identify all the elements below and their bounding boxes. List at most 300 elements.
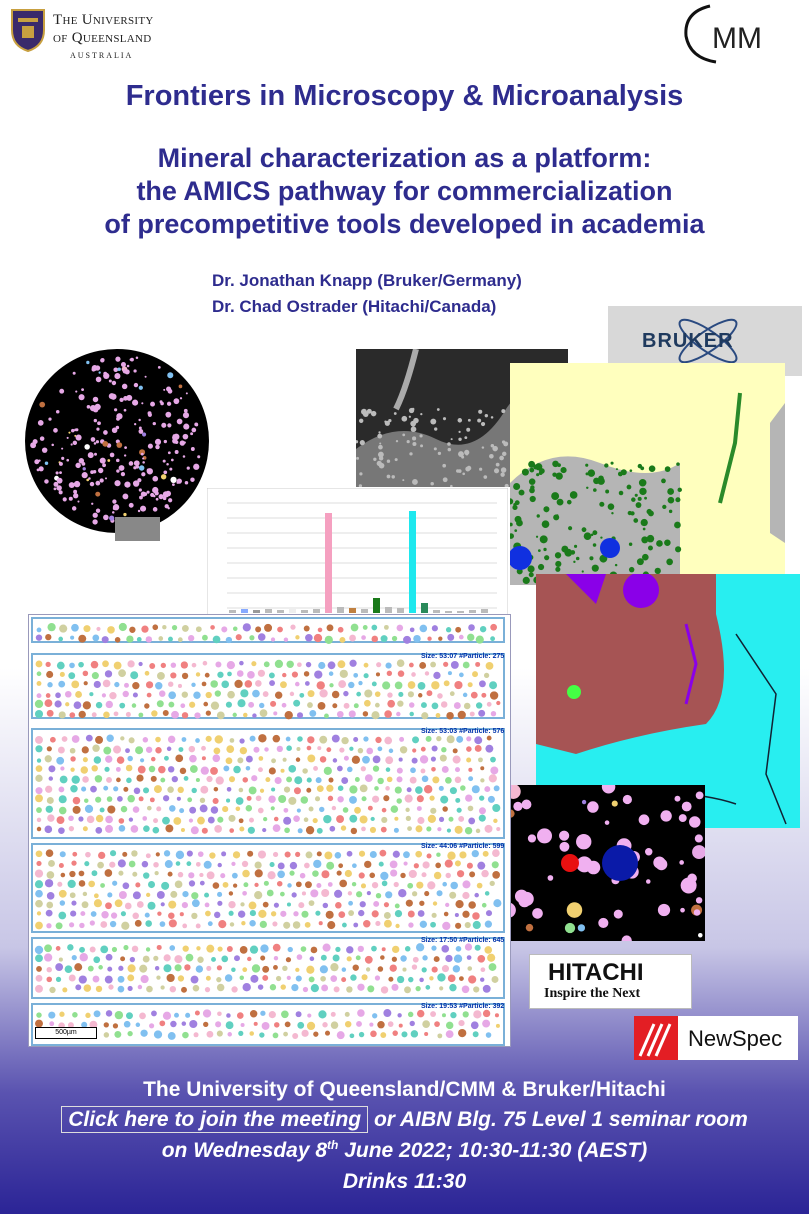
particle-dot [437, 408, 440, 411]
particle-dot [330, 963, 338, 971]
particle-dot [148, 411, 152, 415]
particle-dot [109, 862, 115, 868]
particle-dot [430, 419, 436, 425]
particle-dot [402, 479, 404, 481]
particle-dot [117, 756, 125, 764]
particle-dot [499, 456, 504, 461]
particle-dot [195, 423, 198, 426]
particle-dot [436, 852, 440, 856]
particle-dot [436, 713, 441, 718]
particle-dot [454, 702, 461, 709]
particle-dot [275, 660, 283, 668]
newspec-wordmark: NewSpec [688, 1026, 783, 1051]
particle-dot [667, 488, 674, 495]
particle-dot [267, 890, 274, 897]
particle-dot [309, 710, 316, 717]
particle-dot [272, 921, 277, 926]
particle-dot [161, 882, 169, 890]
particle-dot [297, 808, 301, 812]
particle-dot [129, 461, 134, 466]
particle-dot [243, 623, 251, 631]
particle-dot [163, 964, 171, 972]
particle-dot [307, 736, 314, 743]
particle-dot [83, 701, 91, 709]
particle-dot [462, 911, 469, 918]
particle-dot [364, 663, 369, 668]
particle-dot [661, 479, 666, 484]
particle-dot [45, 755, 52, 762]
particle-dot [447, 634, 454, 641]
particle-dot [77, 500, 79, 502]
particle-dot [496, 701, 500, 705]
particle-dot [319, 921, 323, 925]
particle-row-label: Size: 17:50 #Particle: 645 [421, 937, 505, 944]
particle-dot [529, 478, 536, 485]
particle-dot [350, 974, 356, 980]
particle-dot [210, 680, 218, 688]
hitachi-tagline: Inspire the Next [544, 986, 641, 1001]
particle-dot [121, 806, 127, 812]
particle-dot [371, 817, 375, 821]
particle-dot [93, 956, 100, 963]
particle-dot [239, 738, 244, 743]
particle-dot [283, 808, 288, 813]
particle-dot [173, 398, 179, 404]
particle-dot [182, 737, 187, 742]
particle-dot [143, 825, 150, 832]
particle-dot [536, 536, 538, 538]
particle-dot [180, 703, 185, 708]
particle-dot [112, 947, 117, 952]
particle-dot [678, 488, 682, 492]
particle-dot [420, 444, 423, 447]
bruker-wordmark: BRUKER [642, 330, 734, 352]
particle-dot [327, 921, 335, 929]
particle-dot [357, 1009, 365, 1017]
particle-dot [189, 1020, 197, 1028]
particle-dot [100, 945, 108, 953]
particle-dot [425, 671, 429, 675]
particle-dot [121, 472, 125, 476]
particle-dot [79, 923, 84, 928]
particle-dot [529, 572, 534, 577]
particle-dot [388, 1021, 394, 1027]
particle-dot [434, 427, 437, 430]
particle-dot [331, 1012, 336, 1017]
particle-dot [417, 806, 422, 811]
particle-dot [247, 957, 251, 961]
particle-dot [494, 468, 499, 473]
particle-dot [297, 736, 303, 742]
particle-dot [165, 412, 171, 418]
particle-dot [349, 796, 357, 804]
particle-dot [384, 737, 392, 745]
particle-dot [407, 787, 412, 792]
particle-dot [126, 395, 132, 401]
particle-dot [166, 463, 169, 466]
particle-dot [102, 693, 106, 697]
particle-dot [576, 557, 580, 561]
particle-dot [404, 986, 411, 993]
particle-dot [217, 984, 224, 991]
particle-dot [193, 464, 199, 470]
particle-dot [102, 660, 109, 667]
particle-dot [288, 797, 296, 805]
particle-dot [432, 745, 438, 751]
particle-dot [346, 946, 353, 953]
particle-dot [487, 736, 492, 741]
particle-dot [55, 963, 63, 971]
particle-dot [324, 714, 329, 719]
particle-dot [472, 785, 480, 793]
particle-dot [231, 862, 235, 866]
particle-dot [305, 881, 312, 888]
particle-dot [305, 922, 311, 928]
particle-dot [333, 954, 340, 961]
particle-dot [262, 975, 268, 981]
particle-dot [184, 776, 189, 781]
particle-dot [447, 852, 455, 860]
particle-dot [191, 683, 195, 687]
join-meeting-link[interactable]: Click here to join the meeting [61, 1106, 368, 1133]
particle-dot [114, 682, 119, 687]
particle-dot [214, 825, 222, 833]
particle-dot [408, 977, 413, 982]
particle-dot [239, 661, 244, 666]
particle-dot [246, 766, 251, 771]
particle-dot [112, 881, 117, 886]
particle-dot [325, 636, 333, 644]
particle-dot [424, 785, 432, 793]
particle-dot [426, 826, 431, 831]
particle-dot [46, 662, 51, 667]
particle-dot [482, 903, 487, 908]
particle-dot [582, 570, 584, 572]
particle-dot [616, 468, 618, 470]
particle-dot [163, 491, 169, 497]
particle-dot [513, 483, 520, 490]
particle-dot [72, 735, 80, 743]
particle-dot [91, 911, 97, 917]
particle-dot [36, 966, 42, 972]
particle-dot [99, 371, 101, 373]
particle-dot [61, 873, 66, 878]
particle-dot [407, 440, 410, 443]
particle-dot [54, 700, 61, 707]
particle-dot [437, 827, 441, 831]
particle-dot [183, 424, 189, 430]
particle-dot [92, 712, 97, 717]
particle-dot [115, 637, 121, 643]
particle-dot [441, 701, 448, 708]
particle-dot [72, 852, 77, 857]
particle-dot [133, 806, 140, 813]
particle-dot [307, 1013, 311, 1017]
particle-dot [395, 682, 403, 690]
particle-dot [234, 680, 242, 688]
particle-dot [163, 389, 165, 391]
particle-dot [296, 1011, 302, 1017]
particle-dot [83, 625, 90, 632]
particle-dot [542, 520, 550, 528]
particle-dot [552, 472, 556, 476]
particle-dot [203, 661, 208, 666]
particle-dot [187, 850, 193, 856]
particle-dot [385, 786, 390, 791]
particle-dot [103, 680, 111, 688]
particle-dot [170, 986, 176, 992]
particle-dot [483, 1010, 490, 1017]
particle-dot [515, 500, 520, 505]
particle-dot [445, 777, 452, 784]
particle-dot [149, 1023, 154, 1028]
particle-dot [333, 758, 337, 762]
particle-dot [100, 358, 104, 362]
particle-dot [465, 467, 470, 472]
particle-dot [337, 1031, 345, 1039]
particle-dot [258, 850, 266, 858]
particle-dot [187, 466, 190, 469]
particle-dot [278, 862, 285, 869]
particle-dot [380, 1032, 386, 1038]
particle-dot [123, 691, 129, 697]
particle-dot [47, 871, 55, 879]
particle-dot [145, 920, 152, 927]
particle-dot [317, 746, 321, 750]
particle-dot [130, 358, 132, 360]
particle-dot [668, 497, 675, 504]
particle-dot [689, 816, 700, 827]
particle-dot [238, 911, 245, 918]
particle-dot [295, 682, 300, 687]
particle-dot [643, 528, 646, 531]
particle-dot [237, 670, 244, 677]
particle-dot [151, 776, 157, 782]
particle-dot [269, 767, 276, 774]
particle-dot [412, 736, 419, 743]
particle-dot [401, 416, 407, 422]
particle-dot [696, 792, 704, 800]
particle-dot [567, 902, 583, 918]
particle-dot [434, 872, 441, 879]
particle-dot [316, 883, 321, 888]
particle-dot [221, 956, 228, 963]
particle-dot [449, 817, 454, 822]
particle-dot [560, 842, 570, 852]
particle-dot [142, 457, 144, 459]
particle-dot [155, 682, 162, 689]
particle-dot [57, 478, 63, 484]
particle-dot [203, 1009, 211, 1017]
particle-dot [34, 459, 39, 464]
particle-dot [78, 816, 83, 821]
particle-dot [341, 737, 348, 744]
particle-dot [221, 851, 226, 856]
particle-dot [682, 802, 692, 812]
particle-dot [75, 463, 80, 468]
particle-dot [373, 901, 379, 907]
particle-dot [128, 964, 136, 972]
particle-dot [325, 1031, 330, 1036]
chart-bar [277, 610, 284, 613]
particle-dot [56, 757, 64, 765]
chart-bar [337, 607, 344, 613]
particle-dot [441, 747, 446, 752]
particle-dot [207, 871, 215, 879]
particle-dot [119, 703, 125, 709]
particle-dot [35, 869, 43, 877]
particle-dot [450, 882, 458, 890]
particle-dot [109, 380, 112, 383]
particle-dot [143, 787, 149, 793]
particle-dot [386, 767, 391, 772]
particle-dot [70, 748, 76, 754]
particle-dot [268, 795, 275, 802]
particle-dot [134, 383, 138, 387]
particle-dot [163, 1012, 171, 1020]
particle-dot [153, 818, 158, 823]
particle-dot [105, 869, 113, 877]
particle-dot [54, 487, 57, 490]
particle-dot [485, 825, 493, 833]
particle-dot [36, 861, 41, 866]
particle-dot [101, 911, 108, 918]
particle-dot [516, 520, 523, 527]
particle-dot [275, 691, 282, 698]
particle-dot [447, 735, 455, 743]
particle-dot [349, 815, 357, 823]
particle-dot [59, 490, 63, 494]
particle-dot [321, 870, 329, 878]
particle-dot [589, 556, 593, 560]
chart-bar [421, 603, 428, 613]
particle-dot [485, 414, 488, 417]
particle-dot [436, 736, 441, 741]
particle-dot [168, 682, 173, 687]
particle-dot [210, 625, 215, 630]
particle-dot [297, 1022, 304, 1029]
particle-dot [223, 882, 229, 888]
particle-dot [229, 911, 234, 916]
particle-dot [226, 702, 232, 708]
particle-dot [364, 861, 371, 868]
particle-dot [168, 901, 176, 909]
particle-dot [124, 683, 129, 688]
particle-dot [273, 711, 277, 715]
particle-dot [103, 515, 109, 521]
particle-dot [114, 373, 120, 379]
particle-dot [432, 702, 439, 709]
particle-dot [578, 924, 585, 931]
particle-dot [181, 828, 185, 832]
particle-dot [492, 861, 499, 868]
particle-dot [313, 766, 318, 771]
particle-dot [408, 911, 415, 918]
particle-dot [46, 977, 52, 983]
particle-dot [421, 747, 426, 752]
particle-dot [695, 834, 703, 842]
particle-dot [124, 454, 126, 456]
particle-dot [58, 637, 63, 642]
particle-dot [636, 502, 642, 508]
particle-dot [360, 815, 368, 823]
particle-dot [468, 776, 473, 781]
particle-dot [153, 422, 156, 425]
particle-dot [286, 661, 293, 668]
particle-dot [132, 913, 139, 920]
particle-dot [254, 883, 258, 887]
particle-dot [175, 440, 179, 444]
particle-dot [359, 472, 362, 475]
particle-dot [70, 768, 74, 772]
particle-dot [284, 786, 290, 792]
particle-dot [97, 862, 104, 869]
particle-dot [360, 784, 368, 792]
particle-dot [427, 637, 431, 641]
particle-dot [45, 461, 48, 464]
particle-dot [238, 1031, 243, 1036]
particle-dot [255, 680, 262, 687]
particle-dot [187, 797, 192, 802]
particle-dot [258, 910, 266, 918]
phase-map-yellow [510, 363, 785, 585]
particle-dot [332, 806, 336, 810]
particle-dot [600, 537, 602, 539]
particle-dot [313, 860, 321, 868]
particle-dot [306, 851, 313, 858]
particle-dot [358, 946, 364, 952]
particle-dot [490, 881, 495, 886]
particle-dot [56, 410, 60, 414]
particle-dot [143, 956, 150, 963]
particle-dot [427, 881, 435, 889]
particle-dot [247, 851, 253, 857]
particle-dot [318, 702, 326, 710]
particle-dot [191, 892, 198, 899]
particle-dot [213, 798, 219, 804]
particle-dot [141, 626, 148, 633]
particle-dot [153, 862, 159, 868]
particle-dot [314, 634, 322, 642]
particle-dot [138, 766, 146, 774]
particle-dot [390, 964, 397, 971]
particle-dot [385, 421, 390, 426]
particle-dot [79, 394, 85, 400]
particle-dot [97, 421, 101, 425]
particle-dot [453, 756, 461, 764]
particle-dot [109, 692, 116, 699]
particle-dot [373, 765, 379, 771]
particle-dot [384, 625, 389, 630]
particle-dot [35, 794, 43, 802]
particle-dot [375, 691, 381, 697]
particle-dot [96, 627, 100, 631]
particle-dot [338, 911, 345, 918]
particle-dot [345, 870, 352, 877]
particle-dot [483, 475, 487, 479]
particle-dot [37, 827, 41, 831]
particle-dot [449, 984, 456, 991]
particle-dot [342, 967, 346, 971]
particle-dot [582, 527, 587, 532]
particle-dot [173, 434, 179, 440]
particle-dot [299, 693, 304, 698]
particle-dot [155, 445, 159, 449]
particle-dot [168, 912, 174, 918]
particle-dot [189, 746, 195, 752]
particle-dot [576, 834, 591, 849]
particle-dot [394, 882, 399, 887]
